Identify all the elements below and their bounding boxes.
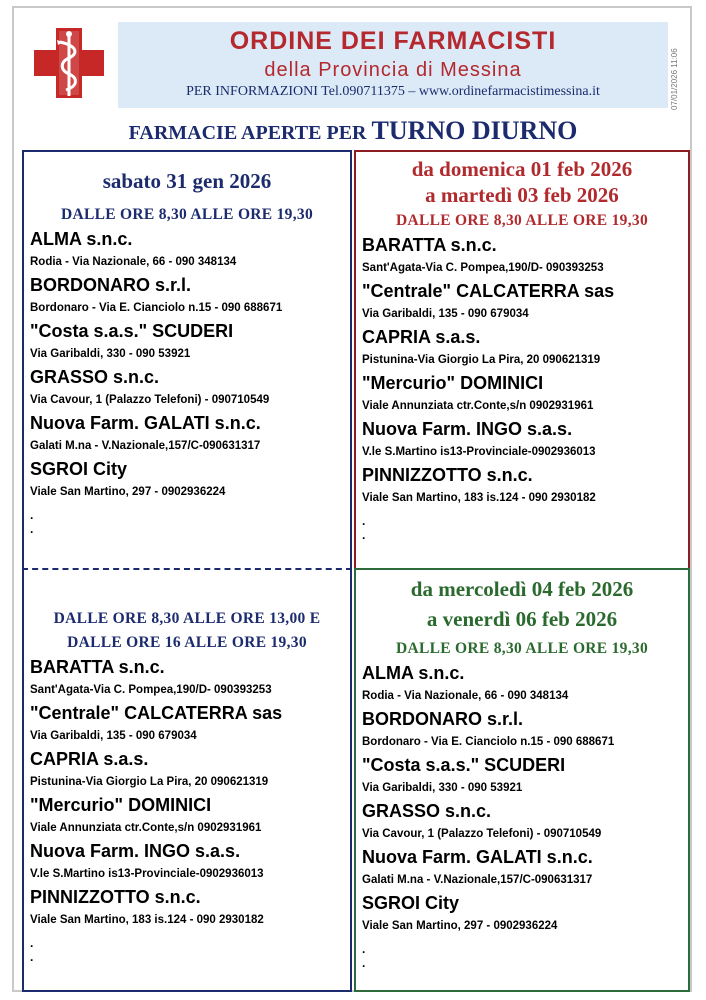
pharmacy-list [356, 662, 688, 938]
header-band [118, 22, 668, 108]
panel-date-from: da domenica 01 feb 2026 [411, 157, 633, 181]
pharmacy-name: GRASSO s.n.c. [30, 367, 160, 387]
bullet-dot: . [30, 508, 34, 522]
pharmacy-address: Via Garibaldi, 135 - 090 679034 [30, 730, 197, 742]
org-name: ORDINE DEI FARMACISTI [229, 27, 557, 55]
list-item [362, 846, 688, 892]
pharmacy-name: "Costa s.a.s." SCUDERI [30, 321, 234, 341]
bullet-dot: . [362, 956, 366, 970]
bullet-dot: . [30, 522, 34, 536]
pharmacy-address: Sant'Agata-Via C. Pompea,190/D- 090393253 [30, 684, 272, 696]
main-title-prefix: FARMACIE APERTE PER [128, 122, 372, 144]
pharmacy-address: Rodia - Via Nazionale, 66 - 090 348134 [30, 256, 237, 268]
list-item [30, 228, 350, 274]
pharmacy-list [24, 656, 350, 932]
bullet-dot: . [30, 950, 34, 964]
list-item [30, 702, 350, 748]
pharmacy-address: Viale San Martino, 297 - 0902936224 [30, 486, 226, 498]
list-item [30, 458, 350, 504]
list-item [30, 748, 350, 794]
pharmacy-address: Viale San Martino, 297 - 0902936224 [362, 920, 558, 932]
list-item [362, 418, 688, 464]
panel-wednesday-friday [354, 568, 690, 992]
pharmacy-address: Pistunina-Via Giorgio La Pira, 20 090621319 [362, 354, 601, 366]
pharmacy-name: SGROI City [30, 459, 128, 479]
pharmacy-address: Via Cavour, 1 (Palazzo Telefoni) - 090710549 [362, 828, 602, 840]
list-item [30, 840, 350, 886]
panel-sunday-tuesday [354, 150, 690, 568]
pharmacy-name: ALMA s.n.c. [362, 663, 465, 683]
list-item [362, 708, 688, 754]
pharmacy-name: "Mercurio" DOMINICI [30, 795, 212, 815]
bullet-dot: . [362, 528, 366, 542]
pharmacy-address: Via Garibaldi, 330 - 090 53921 [30, 348, 191, 360]
pharmacy-name: PINNIZZOTTO s.n.c. [30, 887, 201, 907]
pharmacy-name: SGROI City [362, 893, 460, 913]
list-item [362, 754, 688, 800]
pharmacy-name: CAPRIA s.a.s. [362, 327, 481, 347]
pharmacy-address: Viale Annunziata ctr.Conte,s/n 0902931961 [362, 400, 594, 412]
pharmacy-name: Nuova Farm. GALATI s.n.c. [30, 413, 261, 433]
pharmacy-name: "Centrale" CALCATERRA sas [362, 281, 615, 301]
pharmacy-address: V.le S.Martino is13-Provinciale-0902936013 [30, 868, 264, 880]
pharmacy-name: PINNIZZOTTO s.n.c. [362, 465, 533, 485]
pharmacy-list [24, 228, 350, 504]
panel-saturday-split-hours [22, 568, 352, 992]
list-item [362, 464, 688, 510]
contact-info: PER INFORMAZIONI Tel.090711375 – www.ordinefarmacistimessina.it [186, 84, 600, 99]
panel-hours: DALLE ORE 8,30 ALLE ORE 19,30 [395, 212, 648, 229]
pharmacy-name: Nuova Farm. INGO s.a.s. [30, 841, 241, 861]
pharmacy-name: Nuova Farm. INGO s.a.s. [362, 419, 573, 439]
list-item [30, 320, 350, 366]
panel-date-to: a martedì 03 feb 2026 [425, 183, 619, 207]
list-item [362, 234, 688, 280]
list-item [30, 656, 350, 702]
pharmacy-name: BORDONARO s.r.l. [30, 275, 192, 295]
pharmacy-address: Via Garibaldi, 330 - 090 53921 [362, 782, 523, 794]
pharmacy-address: Bordonaro - Via E. Cianciolo n.15 - 090 688671 [362, 736, 615, 748]
pharmacy-name: ALMA s.n.c. [30, 229, 133, 249]
list-item [30, 274, 350, 320]
panel-hours: DALLE ORE 8,30 ALLE ORE 19,30 [60, 206, 313, 223]
pharmacy-name: CAPRIA s.a.s. [30, 749, 149, 769]
main-title [22, 116, 684, 146]
pharmacy-list [356, 234, 688, 510]
panel-hours-morning: DALLE ORE 8,30 ALLE ORE 13,00 E [53, 610, 321, 627]
panel-date: sabato 31 gen 2026 [102, 169, 272, 193]
panel-date-from: da mercoledì 04 feb 2026 [410, 577, 634, 601]
list-item [362, 326, 688, 372]
panel-hours: DALLE ORE 8,30 ALLE ORE 19,30 [395, 640, 648, 657]
list-item [362, 372, 688, 418]
list-item [362, 892, 688, 938]
panel-date-to: a venerdì 06 feb 2026 [426, 607, 618, 631]
list-item [30, 412, 350, 458]
pharmacy-name: GRASSO s.n.c. [362, 801, 492, 821]
pharmacy-address: Via Garibaldi, 135 - 090 679034 [362, 308, 529, 320]
pharmacy-name: "Costa s.a.s." SCUDERI [362, 755, 566, 775]
pharmacy-address: Galati M.na - V.Nazionale,157/C-090631317 [30, 440, 261, 452]
panel-saturday [22, 150, 352, 568]
pharmacy-address: Bordonaro - Via E. Cianciolo n.15 - 090 688671 [30, 302, 283, 314]
list-item [362, 280, 688, 326]
header [22, 22, 684, 110]
pharmacy-address: Pistunina-Via Giorgio La Pira, 20 090621319 [30, 776, 269, 788]
pharmacy-name: BARATTA s.n.c. [30, 657, 165, 677]
pharmacy-name: BARATTA s.n.c. [362, 235, 497, 255]
list-item [362, 662, 688, 708]
pharmacy-cross-caduceus-icon [30, 24, 108, 102]
bullet-dot: . [30, 936, 34, 950]
org-province: della Provincia di Messina [264, 59, 522, 81]
pharmacy-name: "Centrale" CALCATERRA sas [30, 703, 283, 723]
list-item [30, 794, 350, 840]
pharmacy-address: Rodia - Via Nazionale, 66 - 090 348134 [362, 690, 569, 702]
pharmacy-address: Sant'Agata-Via C. Pompea,190/D- 090393253 [362, 262, 604, 274]
pharmacy-address: V.le S.Martino is13-Provinciale-0902936013 [362, 446, 596, 458]
pharmacy-address: Viale Annunziata ctr.Conte,s/n 0902931961 [30, 822, 262, 834]
pharmacy-address: Viale San Martino, 183 is.124 - 090 2930182 [362, 492, 596, 504]
pharmacy-name: BORDONARO s.r.l. [362, 709, 524, 729]
pharmacy-name: "Mercurio" DOMINICI [362, 373, 544, 393]
list-item [30, 886, 350, 932]
list-item [30, 366, 350, 412]
pharmacy-name: Nuova Farm. GALATI s.n.c. [362, 847, 593, 867]
bullet-dot: . [362, 942, 366, 956]
print-timestamp: 07/01/2026 11:06 [670, 48, 679, 110]
bullet-dot: . [362, 514, 366, 528]
main-title-emphasis: TURNO DIURNO [371, 116, 578, 145]
pharmacy-address: Galati M.na - V.Nazionale,157/C-090631317 [362, 874, 593, 886]
list-item [362, 800, 688, 846]
panel-hours-afternoon: DALLE ORE 16 ALLE ORE 19,30 [67, 634, 307, 651]
pharmacy-address: Via Cavour, 1 (Palazzo Telefoni) - 090710549 [30, 394, 270, 406]
pharmacy-address: Viale San Martino, 183 is.124 - 090 2930182 [30, 914, 264, 926]
